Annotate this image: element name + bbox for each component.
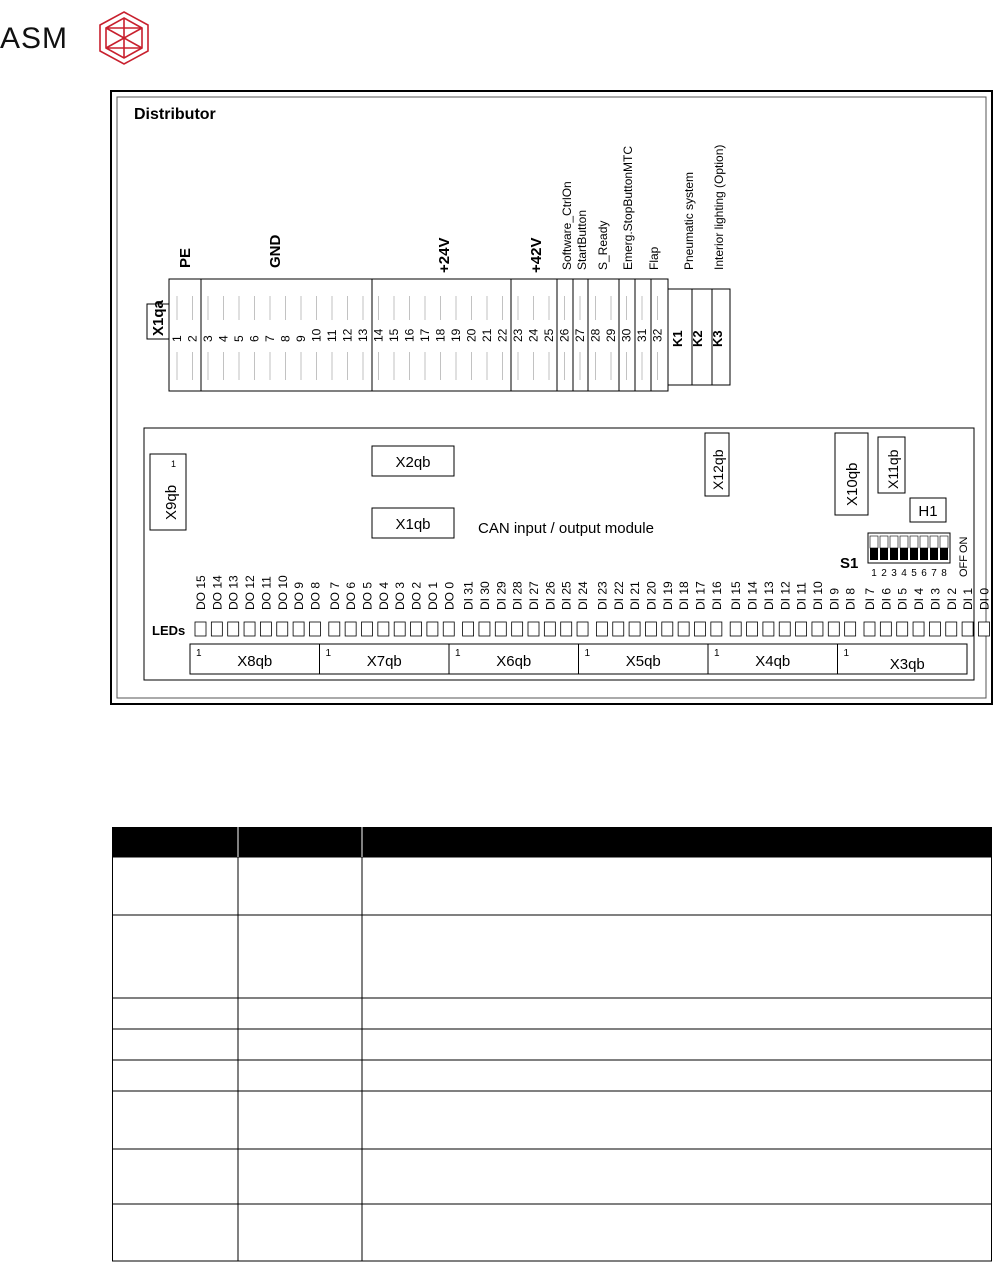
x1qa-pin-31: 31 bbox=[635, 328, 649, 342]
led bbox=[596, 622, 607, 636]
table-row bbox=[113, 1060, 992, 1091]
connector-label-X3qb: X3qb bbox=[889, 656, 925, 673]
led bbox=[544, 622, 555, 636]
led bbox=[228, 622, 239, 636]
x1qa-pin-11: 11 bbox=[325, 329, 339, 342]
dip-switch-number-5: 5 bbox=[911, 568, 917, 579]
signal-label-4: Flap bbox=[647, 246, 661, 270]
signal-label-1: StartButton bbox=[575, 209, 589, 270]
x1qb-label: X1qb bbox=[395, 516, 431, 533]
channel-label: DO 3 bbox=[393, 581, 408, 610]
x1qa-pin-16: 16 bbox=[402, 328, 417, 342]
connector-label-X8qb: X8qb bbox=[237, 653, 273, 670]
led bbox=[913, 622, 924, 636]
led bbox=[293, 622, 304, 636]
channel-label: DO 11 bbox=[259, 576, 274, 610]
dip-switch-number-3: 3 bbox=[891, 568, 897, 579]
channel-label: DI 30 bbox=[477, 581, 492, 610]
dip-switch-3 bbox=[890, 548, 898, 560]
table-row bbox=[113, 915, 992, 998]
led bbox=[662, 622, 673, 636]
table-row bbox=[113, 1149, 992, 1204]
channel-label: DI 26 bbox=[543, 581, 558, 610]
dip-switch-slot bbox=[940, 536, 948, 548]
diagram-title: Distributor bbox=[134, 106, 216, 123]
table-header-row bbox=[112, 827, 992, 857]
led bbox=[747, 622, 758, 636]
channel-label: DO 6 bbox=[344, 581, 359, 610]
x1qa-pin-17: 17 bbox=[418, 328, 432, 342]
relay-K3: K3 bbox=[710, 330, 725, 347]
channel-label: DI 2 bbox=[944, 587, 959, 610]
dip-switch-slot bbox=[890, 536, 898, 548]
table-row bbox=[113, 857, 992, 915]
led bbox=[309, 622, 320, 636]
led bbox=[946, 622, 957, 636]
channel-label: DI 31 bbox=[461, 581, 476, 610]
led bbox=[211, 622, 222, 636]
signal-label-5: Pneumatic system bbox=[682, 171, 696, 270]
x1qa-pin-19: 19 bbox=[449, 328, 463, 342]
channel-label: DI 29 bbox=[494, 581, 509, 610]
x1qa-pin-23: 23 bbox=[511, 328, 525, 342]
asm-crystal-logo-icon bbox=[92, 10, 156, 66]
x1qa-pin-5: 5 bbox=[232, 335, 246, 342]
channel-label: DI 9 bbox=[827, 587, 842, 610]
channel-label: DO 8 bbox=[308, 581, 323, 610]
led bbox=[828, 622, 839, 636]
channel-label: DI 4 bbox=[912, 587, 927, 610]
led bbox=[411, 622, 422, 636]
table-grid bbox=[112, 827, 992, 1261]
logo bbox=[0, 8, 170, 58]
x1qa-pin-20: 20 bbox=[464, 328, 479, 342]
led bbox=[645, 622, 656, 636]
group-label-3: +42V bbox=[528, 237, 545, 273]
led bbox=[561, 622, 572, 636]
x1qa-pin-25: 25 bbox=[542, 328, 556, 342]
dip-switch-7 bbox=[930, 548, 938, 560]
channel-label: DI 10 bbox=[810, 581, 825, 610]
can-module-label: CAN input / output module bbox=[478, 520, 654, 537]
led bbox=[929, 622, 940, 636]
channel-label: DO 14 bbox=[210, 575, 225, 610]
led bbox=[880, 622, 891, 636]
table-row bbox=[113, 1091, 992, 1149]
channel-label: DI 23 bbox=[595, 581, 610, 610]
led bbox=[978, 622, 989, 636]
group-label-2: +24V bbox=[436, 237, 453, 273]
x1qa-pin-12: 12 bbox=[340, 328, 355, 342]
channel-label: DO 7 bbox=[327, 581, 342, 610]
led bbox=[512, 622, 523, 636]
signal-label-6: Interior lighting (Option) bbox=[712, 144, 726, 270]
led bbox=[345, 622, 356, 636]
s1-label: S1 bbox=[840, 555, 859, 572]
dip-switch-number-2: 2 bbox=[881, 568, 887, 579]
connector-pin1: 1 bbox=[325, 648, 332, 659]
connector-pin1: 1 bbox=[584, 648, 591, 659]
x1qa-pin-18: 18 bbox=[433, 328, 448, 342]
group-label-1: GND bbox=[267, 234, 284, 268]
table-row bbox=[113, 1029, 992, 1060]
channel-label: DI 7 bbox=[863, 587, 877, 610]
channel-label: DI 21 bbox=[628, 581, 643, 610]
x1qa-pin-15: 15 bbox=[387, 328, 401, 342]
x1qa-pin-22: 22 bbox=[495, 328, 510, 342]
channel-label: DO 1 bbox=[425, 581, 440, 610]
led bbox=[678, 622, 689, 636]
dip-switch-8 bbox=[940, 548, 948, 560]
led bbox=[864, 622, 875, 636]
x11qb-label: X11qb bbox=[885, 449, 901, 489]
led bbox=[195, 622, 206, 636]
led bbox=[962, 622, 973, 636]
channel-label: DO 15 bbox=[194, 575, 208, 610]
dip-switch-4 bbox=[900, 548, 908, 560]
led bbox=[277, 622, 288, 636]
dip-switch-6 bbox=[920, 548, 928, 560]
led bbox=[845, 622, 856, 636]
x9qb-label: X9qb bbox=[163, 484, 180, 520]
relay-K1: K1 bbox=[670, 330, 685, 347]
led bbox=[495, 622, 506, 636]
led bbox=[730, 622, 741, 636]
dip-switch-number-8: 8 bbox=[941, 568, 947, 579]
dip-switch-2 bbox=[880, 548, 888, 560]
led bbox=[577, 622, 588, 636]
signal-label-3: Emerg.StopButtonMTC bbox=[621, 145, 635, 270]
x1qa-pin-9: 9 bbox=[294, 335, 308, 342]
relay-K2: K2 bbox=[690, 330, 705, 347]
h1-label: H1 bbox=[918, 503, 938, 520]
led bbox=[779, 622, 790, 636]
x1qa-pin-27: 27 bbox=[573, 328, 587, 342]
description-table bbox=[112, 827, 992, 1263]
channel-label: DI 0 bbox=[977, 587, 992, 610]
s1-off-label: OFF bbox=[958, 555, 970, 577]
led bbox=[711, 622, 722, 636]
x12qb-label: X12qb bbox=[710, 449, 726, 490]
led bbox=[479, 622, 490, 636]
connector-row bbox=[190, 644, 967, 674]
x1qa-pin-24: 24 bbox=[526, 328, 541, 342]
table-row bbox=[113, 1204, 992, 1261]
x2qb-label: X2qb bbox=[395, 454, 431, 471]
dip-switch-number-4: 4 bbox=[901, 568, 907, 579]
x1qa-pin-3: 3 bbox=[201, 335, 215, 342]
led bbox=[244, 622, 255, 636]
x1qa-pin-2: 2 bbox=[185, 335, 200, 342]
x1qa-pin-8: 8 bbox=[278, 335, 293, 342]
x1qa-pin-29: 29 bbox=[604, 328, 618, 342]
led bbox=[260, 622, 271, 636]
distributor-diagram bbox=[110, 90, 993, 705]
dip-switch-slot bbox=[900, 536, 908, 548]
channel-label: DO 12 bbox=[243, 575, 258, 610]
x9qb-pin1: 1 bbox=[171, 459, 177, 469]
channel-label: DO 0 bbox=[442, 581, 457, 610]
channel-label: DI 8 bbox=[843, 587, 858, 610]
x1qa-pin-30: 30 bbox=[619, 328, 634, 342]
x1qa-pin-13: 13 bbox=[356, 328, 370, 342]
led bbox=[796, 622, 807, 636]
x1qa-pin-1: 1 bbox=[170, 335, 184, 342]
x1qa-pin-7: 7 bbox=[263, 335, 277, 342]
channel-label: DI 19 bbox=[660, 581, 675, 610]
led bbox=[329, 622, 340, 636]
group-label-0: PE bbox=[177, 247, 194, 268]
dip-switch-number-6: 6 bbox=[921, 568, 927, 579]
led bbox=[463, 622, 474, 636]
led bbox=[362, 622, 373, 636]
led bbox=[695, 622, 706, 636]
led bbox=[763, 622, 774, 636]
channel-label: DI 17 bbox=[693, 581, 708, 610]
led bbox=[613, 622, 624, 636]
channel-label: DO 9 bbox=[292, 581, 307, 610]
dip-switch-1 bbox=[870, 548, 878, 560]
dip-switch-slot bbox=[880, 536, 888, 548]
led bbox=[812, 622, 823, 636]
led bbox=[427, 622, 438, 636]
channel-label: DO 13 bbox=[226, 575, 241, 610]
x10qb-label: X10qb bbox=[844, 462, 861, 506]
channel-label: DO 10 bbox=[275, 575, 290, 610]
led bbox=[528, 622, 539, 636]
dip-switch-5 bbox=[910, 548, 918, 560]
connector-label-X7qb: X7qb bbox=[366, 653, 402, 670]
channel-label: DI 12 bbox=[778, 581, 793, 610]
x1qa-pin-14: 14 bbox=[371, 328, 386, 342]
led bbox=[394, 622, 405, 636]
channel-label: DI 1 bbox=[961, 587, 976, 610]
logo-text: ASM bbox=[0, 22, 69, 55]
connector-label-X4qb: X4qb bbox=[755, 653, 791, 670]
channel-label: DI 24 bbox=[576, 581, 591, 610]
channel-label: DI 11 bbox=[794, 582, 809, 610]
led bbox=[378, 622, 389, 636]
channel-label: DI 14 bbox=[745, 581, 760, 610]
x1qa-pin-6: 6 bbox=[247, 335, 262, 342]
channel-label: DI 6 bbox=[879, 587, 894, 610]
channel-label: DO 4 bbox=[376, 581, 391, 610]
dip-switch-slot bbox=[910, 536, 918, 548]
x1qa-label: X1qa bbox=[150, 300, 167, 336]
channel-label: DI 13 bbox=[761, 581, 776, 610]
led bbox=[897, 622, 908, 636]
channel-label: DI 27 bbox=[527, 581, 541, 610]
table-row bbox=[113, 998, 992, 1029]
x1qa-pin-28: 28 bbox=[588, 328, 603, 342]
channel-label: DI 20 bbox=[644, 581, 659, 610]
channel-label: DI 5 bbox=[895, 587, 910, 610]
channel-label: DO 5 bbox=[360, 581, 375, 610]
x1qa-pin-32: 32 bbox=[650, 328, 665, 342]
signal-label-2: S_Ready bbox=[596, 220, 610, 270]
connector-label-X6qb: X6qb bbox=[496, 653, 532, 670]
dip-switch-number-1: 1 bbox=[871, 568, 877, 579]
dip-switch-number-7: 7 bbox=[931, 568, 937, 579]
dip-switch-slot bbox=[870, 536, 878, 548]
x1qa-pin-10: 10 bbox=[309, 328, 324, 342]
led bbox=[629, 622, 640, 636]
connector-pin1: 1 bbox=[196, 648, 202, 659]
channel-label: DI 25 bbox=[559, 581, 574, 610]
channel-label: DI 22 bbox=[611, 581, 626, 610]
channel-label: DI 15 bbox=[729, 581, 744, 610]
channel-label: DI 16 bbox=[709, 581, 724, 610]
x1qa-pin-4: 4 bbox=[216, 335, 231, 342]
dip-switch-slot bbox=[930, 536, 938, 548]
connector-pin1: 1 bbox=[843, 648, 850, 659]
connector-label-X5qb: X5qb bbox=[625, 653, 661, 670]
s1-on-label: ON bbox=[958, 536, 970, 553]
connector-pin1: 1 bbox=[714, 648, 720, 659]
x1qa-pin-21: 21 bbox=[480, 328, 494, 342]
signal-label-0: Software_CtrlOn bbox=[560, 181, 574, 270]
connector-pin1: 1 bbox=[455, 648, 461, 659]
channel-label: DI 28 bbox=[510, 581, 525, 610]
dip-switch-slot bbox=[920, 536, 928, 548]
x1qa-pin-26: 26 bbox=[557, 328, 572, 342]
leds-label: LEDs bbox=[152, 623, 186, 638]
led bbox=[443, 622, 454, 636]
channel-label: DI 3 bbox=[928, 587, 943, 610]
channel-label: DI 18 bbox=[677, 581, 692, 610]
channel-label: DO 2 bbox=[409, 581, 424, 610]
